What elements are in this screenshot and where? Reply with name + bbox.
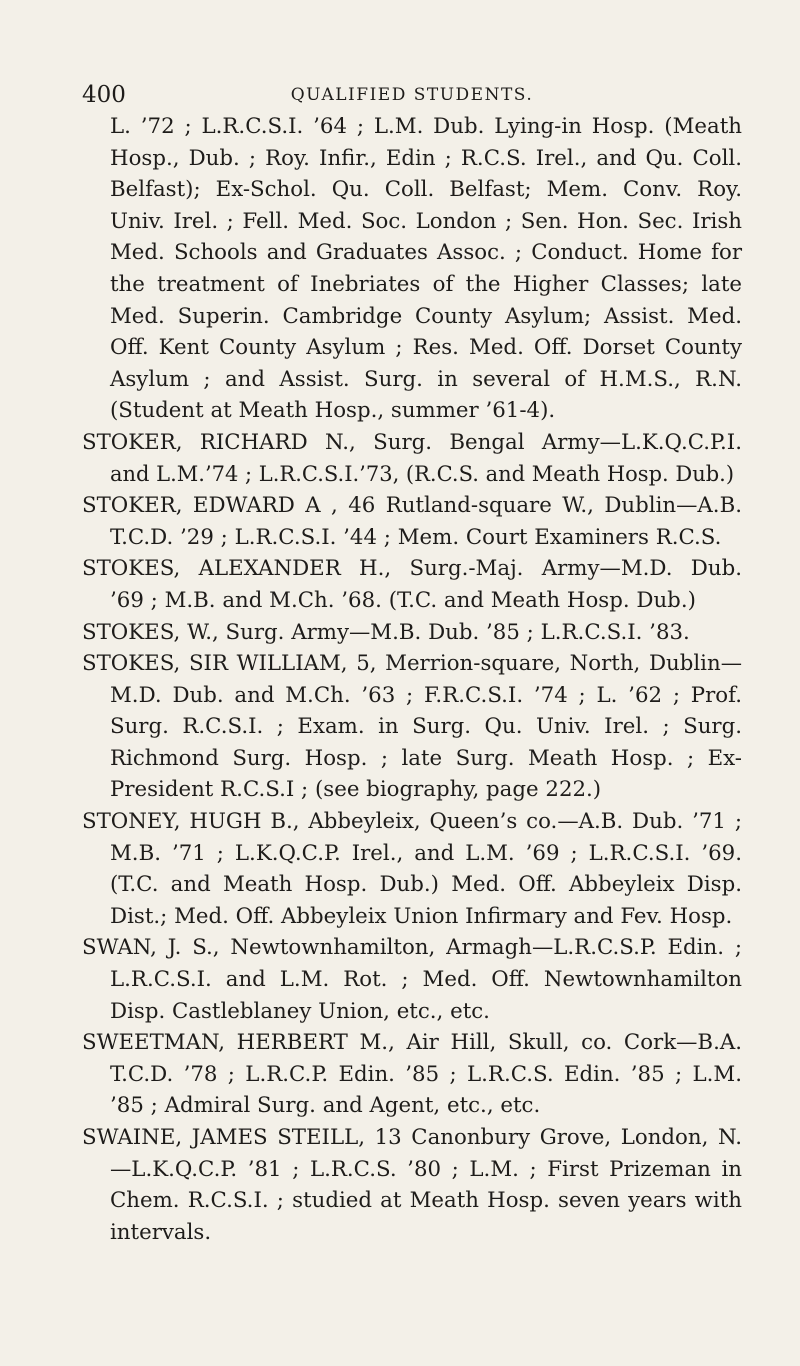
- page-number: 400: [82, 82, 126, 108]
- entry-continuation-line: ’85 ; Admiral Surg. and Agent, etc., etc.: [110, 1093, 541, 1119]
- register-entry: [82, 490, 742, 553]
- register-entry: [82, 553, 742, 616]
- register-entry: [82, 617, 742, 649]
- entry-continuation-line: Disp. Castleblaney Union, etc., etc.: [110, 998, 490, 1024]
- entry-continuation-line: Univ. Irel. ; Fell. Med. Soc. London ; Sen. Hon. Sec. Irish: [110, 208, 742, 234]
- register-entry: [82, 648, 742, 806]
- entry-continuation-line: M.D. Dub. and M.Ch. ’63 ; F.R.C.S.I. ’74 ; L. ’62 ; Prof.: [110, 682, 742, 708]
- entry-first-line: STOKER, EDWARD A , 46 Rutland-square W., Dublin—A.B.: [82, 493, 742, 519]
- entry-continuation-line: and L.M.’74 ; L.R.C.S.I.’73, (R.C.S. and Meath Hosp. Dub.): [110, 461, 735, 486]
- entry-continuation-line: Belfast); Ex-Schol. Qu. Coll. Belfast; Mem. Conv. Roy.: [110, 177, 742, 203]
- entry-first-line: L. ’72 ; L.R.C.S.I. ’64 ; L.M. Dub. Lying-in Hosp. (Meath: [110, 114, 742, 139]
- entry-first-line: STOKER, RICHARD N., Surg. Bengal Army—L.K.Q.C.P.I.: [82, 429, 742, 455]
- register-entry: [82, 427, 742, 490]
- entry-first-line: STOKES, SIR WILLIAM, 5, Merrion-square, North, Dublin—: [82, 651, 742, 677]
- register-entry: [82, 111, 742, 427]
- running-title: QUALIFIED STUDENTS.: [290, 85, 534, 105]
- entry-first-line: STOKES, ALEXANDER H., Surg.-Maj. Army—M.D. Dub.: [82, 556, 742, 582]
- entry-continuation-line: T.C.D. ’29 ; L.R.C.S.I. ’44 ; Mem. Court Examiners R.C.S.: [110, 524, 722, 550]
- entry-first-line: STONEY, HUGH B., Abbeyleix, Queen’s co.—A.B. Dub. ’71 ;: [82, 809, 742, 835]
- entry-continuation-line: Hosp., Dub. ; Roy. Infir., Edin ; R.C.S. Irel., and Qu. Coll.: [110, 145, 742, 171]
- register-entry: [82, 1122, 742, 1248]
- entry-continuation-line: President R.C.S.I ; (see biography, page 222.): [110, 777, 602, 803]
- entry-continuation-line: Med. Superin. Cambridge County Asylum; Assist. Med.: [110, 303, 742, 329]
- entry-continuation-line: Richmond Surg. Hosp. ; late Surg. Meath Hosp. ; Ex-: [110, 745, 742, 771]
- entry-continuation-line: intervals.: [110, 1219, 212, 1245]
- entry-continuation-line: L.R.C.S.I. and L.M. Rot. ; Med. Off. Newtownhamilton: [110, 967, 742, 993]
- entry-first-line: SWEETMAN, HERBERT M., Air Hill, Skull, co. Cork—B.A.: [82, 1030, 742, 1056]
- entry-continuation-line: (T.C. and Meath Hosp. Dub.) Med. Off. Abbeyleix Disp.: [110, 872, 742, 898]
- entry-continuation-line: Asylum ; and Assist. Surg. in several of H.M.S., R.N.: [110, 366, 742, 392]
- entry-continuation-line: ’69 ; M.B. and M.Ch. ’68. (T.C. and Meath Hosp. Dub.): [110, 587, 696, 613]
- entry-continuation-line: Surg. R.C.S.I. ; Exam. in Surg. Qu. Univ. Irel. ; Surg.: [110, 714, 742, 740]
- entry-continuation-line: Chem. R.C.S.I. ; studied at Meath Hosp. seven years with: [110, 1188, 742, 1214]
- entry-continuation-line: Dist.; Med. Off. Abbeyleix Union Infirmary and Fev. Hosp.: [110, 903, 733, 929]
- entry-continuation-line: —L.K.Q.C.P. ’81 ; L.R.C.S. ’80 ; L.M. ; First Prizeman in: [110, 1156, 742, 1182]
- entry-first-line: STOKES, W., Surg. Army—M.B. Dub. ’85 ; L.R.C.S.I. ’83.: [82, 619, 690, 645]
- entry-continuation-line: Med. Schools and Graduates Assoc. ; Conduct. Home for: [110, 240, 742, 266]
- entry-continuation-line: (Student at Meath Hosp., summer ’61-4).: [110, 398, 556, 424]
- entry-first-line: SWAINE, JAMES STEILL, 13 Canonbury Grove, London, N.: [82, 1125, 742, 1150]
- entry-continuation-line: Off. Kent County Asylum ; Res. Med. Off. Dorset County: [110, 335, 742, 361]
- register-entry: [82, 1027, 742, 1122]
- page-header: [82, 82, 742, 110]
- register-entry: [82, 806, 742, 932]
- entries-list: [82, 111, 742, 1248]
- entry-continuation-line: T.C.D. ’78 ; L.R.C.P. Edin. ’85 ; L.R.C.S. Edin. ’85 ; L.M.: [110, 1061, 742, 1087]
- entry-continuation-line: M.B. ’71 ; L.K.Q.C.P. Irel., and L.M. ’69 ; L.R.C.S.I. ’69.: [110, 840, 742, 866]
- entry-first-line: SWAN, J. S., Newtownhamilton, Armagh—L.R.C.S.P. Edin. ;: [82, 935, 742, 961]
- entry-continuation-line: the treatment of Inebriates of the Higher Classes; late: [110, 271, 742, 297]
- register-entry: [82, 932, 742, 1027]
